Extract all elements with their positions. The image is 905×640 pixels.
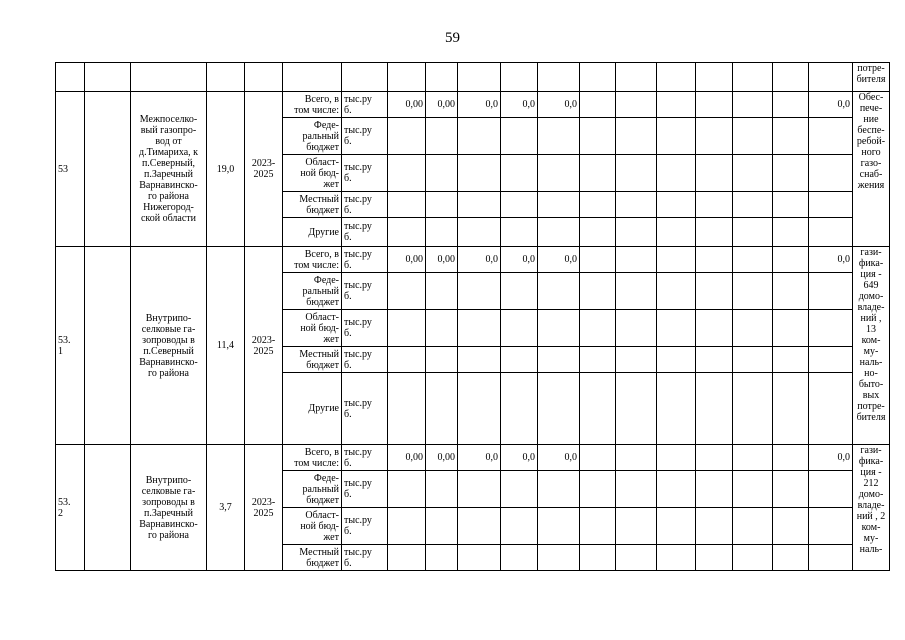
value-cell <box>773 92 809 118</box>
value-cell <box>501 118 538 155</box>
period-value: 2023- 2025 <box>245 445 283 571</box>
length-value: 3,7 <box>207 445 245 571</box>
value-cell <box>501 192 538 218</box>
value-cell <box>501 218 538 247</box>
value-cell <box>458 155 501 192</box>
object-name: Внутрипо- селковые га- зопроводы в п.Заречный Варнавинско- го района <box>131 445 207 571</box>
value-cell <box>501 373 538 445</box>
value-cell <box>388 347 426 373</box>
table-row <box>56 92 890 118</box>
funding-source: Всего, в том числе: <box>283 445 342 471</box>
value-cell <box>696 445 733 471</box>
value-cell <box>458 192 501 218</box>
funding-source: Местный бюджет <box>283 192 342 218</box>
value-cell <box>696 192 733 218</box>
value-cell <box>809 310 853 347</box>
value-cell: 0,00 <box>388 247 426 273</box>
value-cell <box>733 92 773 118</box>
row-number: 53 <box>56 92 85 247</box>
value-cell <box>616 192 657 218</box>
object-name: Внутрипо- селковые га- зопроводы в п.Северный Варнавинско- го района <box>131 247 207 445</box>
value-cell <box>580 218 616 247</box>
value-cell <box>733 347 773 373</box>
value-cell <box>580 545 616 571</box>
value-cell <box>809 218 853 247</box>
unit-label: тыс.ру б. <box>342 445 388 471</box>
value-cell <box>501 155 538 192</box>
value-cell <box>388 218 426 247</box>
value-cell <box>616 310 657 347</box>
value-cell <box>580 192 616 218</box>
result-cell: потре- бителя <box>853 63 890 92</box>
unit-label: тыс.ру б. <box>342 273 388 310</box>
value-cell <box>388 118 426 155</box>
value-cell <box>426 508 458 545</box>
value-cell <box>696 273 733 310</box>
value-cell <box>657 445 696 471</box>
value-cell <box>458 273 501 310</box>
value-cell <box>426 310 458 347</box>
value-cell <box>773 310 809 347</box>
value-cell <box>733 373 773 445</box>
value-cell <box>733 155 773 192</box>
value-cell <box>426 545 458 571</box>
value-cell <box>733 545 773 571</box>
value-cell <box>809 155 853 192</box>
continuation-row <box>56 63 890 92</box>
value-cell <box>657 310 696 347</box>
row-number: 53. 2 <box>56 445 85 571</box>
value-cell <box>696 155 733 192</box>
value-cell <box>773 347 809 373</box>
value-cell <box>773 273 809 310</box>
value-cell <box>426 373 458 445</box>
value-cell <box>458 118 501 155</box>
value-cell <box>657 471 696 508</box>
value-cell <box>501 545 538 571</box>
value-cell <box>696 508 733 545</box>
value-cell <box>538 373 580 445</box>
value-cell <box>538 471 580 508</box>
value-cell <box>388 273 426 310</box>
value-cell <box>580 155 616 192</box>
value-cell <box>773 247 809 273</box>
empty-cell <box>85 92 131 247</box>
value-cell <box>580 373 616 445</box>
value-cell <box>426 471 458 508</box>
value-cell <box>616 445 657 471</box>
result-cell: гази- фика- ция - 212 домо- владе- ний , 2 ком- му- наль- <box>853 445 890 571</box>
value-cell <box>809 192 853 218</box>
unit-label: тыс.ру б. <box>342 347 388 373</box>
value-cell <box>426 155 458 192</box>
value-cell <box>733 508 773 545</box>
value-cell <box>388 155 426 192</box>
value-cell <box>773 155 809 192</box>
funding-source: Област- ной бюд- жет <box>283 310 342 347</box>
funding-source: Област- ной бюд- жет <box>283 508 342 545</box>
unit-label: тыс.ру б. <box>342 92 388 118</box>
value-cell: 0,0 <box>458 247 501 273</box>
unit-label: тыс.ру б. <box>342 155 388 192</box>
result-cell: гази- фика- ция - 649 домо- владе- ний , 13 ком- му- наль- но- быто- вых потре- бителя <box>853 247 890 445</box>
value-cell <box>458 508 501 545</box>
unit-label: тыс.ру б. <box>342 310 388 347</box>
unit-label: тыс.ру б. <box>342 471 388 508</box>
empty-cell <box>85 445 131 571</box>
value-cell <box>733 118 773 155</box>
value-cell <box>538 192 580 218</box>
value-cell <box>773 445 809 471</box>
value-cell <box>809 545 853 571</box>
value-cell <box>773 192 809 218</box>
value-cell <box>426 192 458 218</box>
value-cell <box>458 347 501 373</box>
table-row <box>56 247 890 273</box>
value-cell <box>696 373 733 445</box>
value-cell <box>458 218 501 247</box>
value-cell <box>773 118 809 155</box>
value-cell <box>696 247 733 273</box>
funding-source: Другие <box>283 218 342 247</box>
value-cell: 0,0 <box>809 247 853 273</box>
value-cell <box>616 155 657 192</box>
value-cell <box>458 310 501 347</box>
value-cell <box>426 218 458 247</box>
value-cell: 0,00 <box>426 247 458 273</box>
value-cell <box>501 471 538 508</box>
value-cell <box>696 118 733 155</box>
value-cell <box>696 218 733 247</box>
funding-source: Местный бюджет <box>283 347 342 373</box>
value-cell: 0,0 <box>501 92 538 118</box>
period-value: 2023- 2025 <box>245 92 283 247</box>
value-cell <box>388 508 426 545</box>
value-cell <box>657 155 696 192</box>
value-cell <box>538 218 580 247</box>
value-cell <box>809 347 853 373</box>
value-cell: 0,00 <box>426 92 458 118</box>
value-cell <box>538 273 580 310</box>
length-value: 11,4 <box>207 247 245 445</box>
value-cell <box>616 471 657 508</box>
value-cell <box>733 445 773 471</box>
value-cell <box>458 373 501 445</box>
value-cell <box>733 471 773 508</box>
value-cell <box>809 118 853 155</box>
value-cell: 0,0 <box>501 445 538 471</box>
value-cell <box>657 92 696 118</box>
value-cell <box>580 118 616 155</box>
value-cell <box>773 545 809 571</box>
value-cell <box>388 545 426 571</box>
value-cell: 0,0 <box>458 445 501 471</box>
value-cell <box>538 118 580 155</box>
value-cell: 0,0 <box>809 445 853 471</box>
value-cell <box>538 508 580 545</box>
value-cell <box>538 545 580 571</box>
page-number: 59 <box>445 30 460 46</box>
value-cell <box>616 118 657 155</box>
value-cell <box>809 508 853 545</box>
program-table <box>55 62 890 571</box>
funding-source: Област- ной бюд- жет <box>283 155 342 192</box>
value-cell <box>538 347 580 373</box>
value-cell <box>426 273 458 310</box>
value-cell <box>580 247 616 273</box>
value-cell <box>388 471 426 508</box>
value-cell <box>580 445 616 471</box>
value-cell <box>733 192 773 218</box>
value-cell <box>773 373 809 445</box>
value-cell <box>426 118 458 155</box>
value-cell <box>657 373 696 445</box>
value-cell <box>696 471 733 508</box>
value-cell <box>458 471 501 508</box>
value-cell <box>580 310 616 347</box>
value-cell <box>657 192 696 218</box>
unit-label: тыс.ру б. <box>342 192 388 218</box>
unit-label: тыс.ру б. <box>342 247 388 273</box>
value-cell <box>809 273 853 310</box>
value-cell <box>388 192 426 218</box>
value-cell <box>733 273 773 310</box>
value-cell <box>616 545 657 571</box>
value-cell <box>501 310 538 347</box>
length-value: 19,0 <box>207 92 245 247</box>
value-cell <box>657 273 696 310</box>
value-cell <box>426 347 458 373</box>
value-cell <box>773 508 809 545</box>
unit-label: тыс.ру б. <box>342 545 388 571</box>
value-cell <box>696 545 733 571</box>
object-name: Межпоселко- вый газопро- вод от д.Тимариха, к п.Северный, п.Заречный Варнавинско- го района Нижегород- ской области <box>131 92 207 247</box>
value-cell <box>616 373 657 445</box>
value-cell <box>657 247 696 273</box>
value-cell <box>458 545 501 571</box>
value-cell <box>657 118 696 155</box>
value-cell <box>696 347 733 373</box>
funding-source: Феде- ральный бюджет <box>283 118 342 155</box>
value-cell <box>657 218 696 247</box>
value-cell <box>809 471 853 508</box>
unit-label: тыс.ру б. <box>342 373 388 445</box>
value-cell: 0,0 <box>538 445 580 471</box>
value-cell <box>773 471 809 508</box>
value-cell <box>733 218 773 247</box>
funding-source: Всего, в том числе: <box>283 247 342 273</box>
value-cell <box>538 155 580 192</box>
unit-label: тыс.ру б. <box>342 508 388 545</box>
value-cell: 0,0 <box>538 92 580 118</box>
value-cell <box>657 545 696 571</box>
value-cell <box>616 273 657 310</box>
value-cell <box>733 247 773 273</box>
value-cell <box>501 273 538 310</box>
value-cell <box>616 247 657 273</box>
funding-source: Местный бюджет <box>283 545 342 571</box>
value-cell <box>388 310 426 347</box>
result-cell: Обес- пече- ние беспе- ребой- ного газо- снаб- жения <box>853 92 890 247</box>
value-cell: 0,00 <box>426 445 458 471</box>
value-cell <box>657 508 696 545</box>
value-cell <box>616 347 657 373</box>
value-cell <box>733 310 773 347</box>
unit-label: тыс.ру б. <box>342 118 388 155</box>
unit-label: тыс.ру б. <box>342 218 388 247</box>
funding-source: Феде- ральный бюджет <box>283 273 342 310</box>
value-cell <box>809 373 853 445</box>
value-cell <box>538 310 580 347</box>
value-cell <box>580 471 616 508</box>
value-cell <box>616 508 657 545</box>
value-cell: 0,00 <box>388 92 426 118</box>
value-cell <box>773 218 809 247</box>
value-cell <box>616 218 657 247</box>
value-cell <box>388 373 426 445</box>
value-cell <box>657 347 696 373</box>
value-cell <box>580 273 616 310</box>
value-cell <box>580 92 616 118</box>
value-cell <box>580 508 616 545</box>
row-number: 53. 1 <box>56 247 85 445</box>
funding-source: Всего, в том числе: <box>283 92 342 118</box>
value-cell: 0,00 <box>388 445 426 471</box>
funding-source: Другие <box>283 373 342 445</box>
value-cell <box>501 347 538 373</box>
value-cell: 0,0 <box>809 92 853 118</box>
value-cell: 0,0 <box>538 247 580 273</box>
value-cell <box>696 310 733 347</box>
value-cell <box>616 92 657 118</box>
funding-source: Феде- ральный бюджет <box>283 471 342 508</box>
empty-cell <box>85 247 131 445</box>
value-cell <box>696 92 733 118</box>
value-cell <box>501 508 538 545</box>
value-cell: 0,0 <box>501 247 538 273</box>
table-row <box>56 445 890 471</box>
value-cell <box>580 347 616 373</box>
period-value: 2023- 2025 <box>245 247 283 445</box>
value-cell: 0,0 <box>458 92 501 118</box>
